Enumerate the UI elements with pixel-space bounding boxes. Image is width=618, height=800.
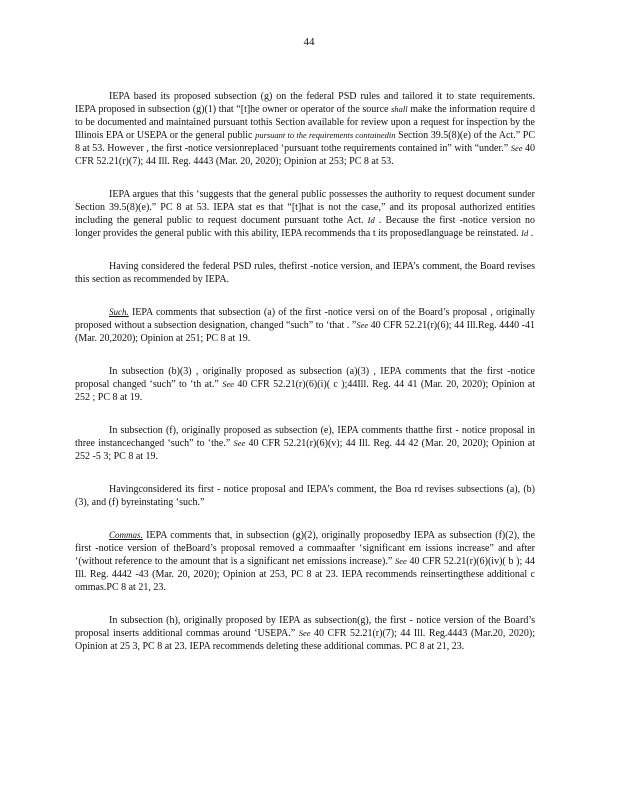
italic-text: See [356, 320, 369, 330]
paragraph-text: 40 CFR 52.21(r)(7); 44 Ill. Reg. 4443 (Mar. 20, 2020); Opinion at 253; PC 8 at 53. [75, 143, 536, 167]
italic-text: See [394, 556, 407, 566]
italic-text: Id [367, 215, 375, 225]
italic-text: See [222, 379, 235, 389]
paragraph-text: In subsection (f), originally proposed as subsection (e), IEPA comments thatthe first - notice proposal in three instancechanged ‘such” to ‘the.” [75, 425, 535, 449]
italic-text: See [298, 628, 311, 638]
body-text [75, 90, 535, 673]
paragraph-text: IEPA based its proposed subsection (g) on the federal PSD rules and tailored it to state requirements. IEPA proposed in subsection (g)(1) that “[t]he owner or operator of the source [75, 91, 535, 115]
paragraph [75, 365, 535, 404]
paragraph-text: 40 CFR 52.21(r)(6)(i)( c );44Ill. Reg. 44 41 (Mar. 20, 2020); Opinion at 252 ; PC 8 at 19. [75, 379, 535, 403]
paragraph-text: Havingconsidered its first - notice proposal and IEPA’s comment, the Boa rd revises subsections (a), (b) (3), and (f) byreinstating ‘such.” [75, 484, 535, 508]
paragraph [75, 188, 535, 240]
paragraph-text: 40 CFR 52.21(r)(6); 44 Ill.Reg. 4440 -41 (Mar. 20,2020); Opinion at 251; PC 8 at 19. [75, 320, 536, 344]
paragraph [75, 529, 535, 594]
paragraph-text: IEPA comments that, in subsection (g)(2), originally proposedby IEPA as subsection (f)(2), the first -notice version of theBoard’s proposal removed a commaafter ‘significant em issions increase” and after ‘(without reference to the amount that is a significant net emissions increase).” [75, 530, 535, 567]
paragraph-text: IEPA comments that subsection (a) of the first -notice versi on of the Board’s proposal , originally proposed without a subsection designation, changed “such” to ‘that . ” [75, 307, 535, 331]
paragraph [75, 424, 535, 463]
italic-text: shall [391, 104, 408, 114]
paragraph-text: . [528, 228, 534, 239]
page-number: 44 [303, 36, 315, 48]
paragraph-text: 40 CFR 52.21(r)(6)(v); 44 Ill. Reg. 44 42 (Mar. 20, 2020); Opinion at 252 -5 3; PC 8 at 19. [75, 438, 535, 462]
paragraph-text: In subsection (b)(3) , originally proposed as subsection (a)(3) , IEPA comments that the first -notice proposal changed ‘such” to ‘th at.” [75, 366, 535, 390]
paragraph-text: In subsection (h), originally proposed by IEPA as subsection(g), the first - notice version of the Board’s proposal inserts additional commas around ‘USEPA.” [75, 615, 535, 639]
paragraph [75, 306, 535, 345]
paragraph-text: Having considered the federal PSD rules, thefirst -notice version, and IEPA’s comment, the Board revises this section as recommended by IEPA. [75, 261, 535, 285]
paragraph [75, 483, 535, 509]
paragraph-text: IEPA argues that this ‘suggests that the general public possesses the authority to request document sunder Section 39.5(8)(e).” PC 8 at 53. IEPA stat es that “[t]hat is not the case,” and its proposal authorized entities including the general public to request document pursuant tothe Act. [75, 189, 535, 226]
paragraph [75, 614, 535, 653]
paragraph [75, 90, 535, 168]
section-heading: Such. [109, 307, 129, 317]
italic-text: Id [521, 228, 529, 238]
italic-text: See [233, 438, 246, 448]
paragraph-text: make the information require d to be documented and maintained pursuant tothis Section available for review upon a request for inspection by the Illinois EPA or USEPA or the general public [75, 104, 535, 141]
paragraph-text: 40 CFR 52.21(r)(7); 44 Ill. Reg.4443 (Mar.20, 2020); Opinion at 25 3, PC 8 at 23. IEPA recommends deleting these additional commas. PC 8 at 21, 23. [75, 628, 536, 652]
paragraph-text: . Because the first -notice version no longer provides the general public with this ability, IEPA recommends tha t its proposedlanguage be reinstated. [75, 215, 535, 239]
section-heading: Commas. [109, 530, 143, 540]
paragraph [75, 260, 535, 286]
paragraph-text: Section 39.5(8)(e) of the Act.” PC 8 at 53. However , the first -notice versionreplaced ‘pursuant tothe requirements contained in” with “under.” [75, 130, 536, 154]
italic-text: pursuant to the requirements containedin [255, 130, 396, 140]
italic-text: See [510, 143, 523, 153]
paragraph-text: 40 CFR 52.21(r)(6)(iv)( b ); 44 Ill. Reg. 4442 -43 (Mar. 20, 2020); Opinion at 253, PC 8 at 23. IEPA recommends reinsertingthese additional c ommas.PC 8 at 21, 23. [75, 556, 535, 593]
